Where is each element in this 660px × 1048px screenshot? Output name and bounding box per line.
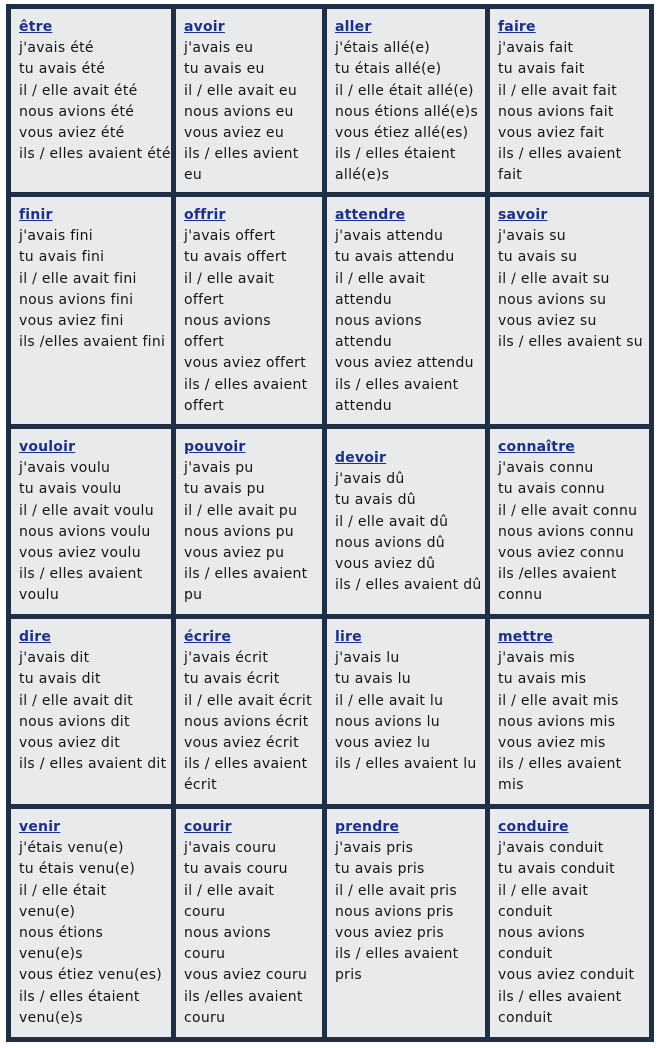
conjugation-line: nous avions su (498, 291, 607, 308)
conjugation-line: nous avions pu (184, 523, 294, 540)
conjugation-line: nous avions (335, 313, 422, 330)
verb-heading: être (19, 19, 53, 35)
conjugation-line: ils / elles avaient (498, 988, 622, 1005)
conjugation-line: tu avais pris (335, 861, 425, 878)
conjugation-line: vous aviez fait (498, 125, 605, 142)
conjugation-line: il / elle avait pu (184, 502, 298, 519)
conjugation-line: j'avais couru (184, 840, 277, 857)
verb-cell-faire (490, 9, 649, 192)
verb-heading: savoir (498, 207, 548, 223)
conjugation-line: j'avais connu (498, 460, 594, 477)
conjugation-line: ils /elles avaient (498, 566, 617, 583)
verb-cell-courir (176, 809, 322, 1037)
conjugation-line: j'avais eu (184, 40, 254, 57)
conjugation-line: il / elle avait su (498, 270, 610, 287)
conjugation-line: ils / elles avaient été (19, 146, 171, 163)
verb-cell-devoir (327, 429, 485, 614)
conjugation-line: j'avais attendu (335, 228, 444, 245)
conjugation-line: tu avais fini (19, 249, 105, 266)
verb-heading: devoir (335, 450, 387, 466)
conjugation-line: venu(e) (19, 903, 76, 920)
conjugation-line: j'étais allé(e) (335, 40, 431, 57)
conjugation-line: tu avais dit (19, 671, 101, 688)
conjugation-line: nous avions voulu (19, 523, 151, 540)
verb-cell-conduire (490, 809, 649, 1037)
conjugation-line: il / elle avait dit (19, 692, 134, 709)
verb-heading: vouloir (19, 439, 76, 455)
conjugation-line: ils / elles avaient (335, 946, 459, 963)
verb-heading: offrir (184, 207, 226, 223)
conjugation-line: mis (498, 777, 524, 794)
conjugation-line: tu avais attendu (335, 249, 455, 266)
conjugation-line: j'avais mis (498, 650, 575, 667)
verb-heading: écrire (184, 629, 232, 645)
conjugation-line: j'avais voulu (19, 460, 111, 477)
verb-heading: connaître (498, 439, 575, 455)
conjugation-line: venu(e)s (19, 946, 83, 963)
verb-cell-finir (11, 197, 171, 424)
verb-cell-lire (327, 619, 485, 804)
conjugation-line: fait (498, 167, 523, 184)
verb-cell-avoir (176, 9, 322, 192)
conjugation-line: il / elle avait lu (335, 692, 444, 709)
conjugation-line: eu (184, 167, 203, 184)
conjugation-line: allé(e)s (335, 167, 390, 184)
verb-cell-mettre (490, 619, 649, 804)
conjugation-line: ils / elles avaient (19, 566, 143, 583)
verb-cell-savoir (490, 197, 649, 424)
conjugation-line: conduit (498, 903, 553, 920)
conjugation-line: j'avais été (19, 40, 94, 57)
verb-heading: attendre (335, 207, 406, 223)
conjugation-line: j'avais pu (184, 460, 254, 477)
conjugation-line: tu avais mis (498, 671, 587, 688)
verb-cell-venir (11, 809, 171, 1037)
conjugation-line: j'avais dit (19, 650, 90, 667)
conjugation-line: ils / elles avaient (498, 756, 622, 773)
conjugation-line: vous aviez lu (335, 735, 431, 752)
conjugation-line: il / elle avait écrit (184, 692, 312, 709)
verb-heading: mettre (498, 629, 554, 645)
conjugation-table (6, 4, 654, 1042)
conjugation-line: tu avais conduit (498, 861, 615, 878)
conjugation-line: nous avions dit (19, 713, 130, 730)
conjugation-line: nous avions connu (498, 523, 634, 540)
conjugation-line: offert (184, 291, 225, 308)
conjugation-line: vous étiez allé(es) (335, 125, 469, 142)
conjugation-line: j'avais fini (19, 228, 93, 245)
conjugation-line: voulu (19, 587, 59, 604)
conjugation-line: il / elle avait (184, 882, 275, 899)
conjugation-line: nous étions allé(e)s (335, 103, 479, 120)
conjugation-line: vous aviez couru (184, 967, 308, 984)
conjugation-line: couru (184, 903, 226, 920)
conjugation-line: attendu (335, 397, 392, 414)
conjugation-line: il / elle avait (498, 882, 589, 899)
verb-cell-attendre (327, 197, 485, 424)
conjugation-line: attendu (335, 334, 392, 351)
conjugation-line: il / elle avait pris (335, 882, 457, 899)
conjugation-line: j'avais écrit (184, 650, 269, 667)
verb-heading: finir (19, 207, 53, 223)
verb-heading: prendre (335, 819, 400, 835)
conjugation-line: il / elle avait connu (498, 502, 638, 519)
conjugation-line: ils /elles avaient (184, 988, 303, 1005)
conjugation-line: nous avions été (19, 103, 135, 120)
conjugation-line: j'étais venu(e) (19, 840, 124, 857)
verb-heading: lire (335, 629, 362, 645)
conjugation-line: vous aviez su (498, 313, 597, 330)
conjugation-line: j'avais fait (498, 40, 574, 57)
conjugation-line: il / elle avait mis (498, 692, 619, 709)
conjugation-line: ils / elles étaient (335, 146, 456, 163)
conjugation-line: il / elle avait voulu (19, 502, 154, 519)
verb-cell-connaitre (490, 429, 649, 614)
conjugation-line: il / elle avait été (19, 82, 138, 99)
conjugation-line: ils / elles avaient (498, 146, 622, 163)
conjugation-line: ils / elles avaient (184, 566, 308, 583)
conjugation-line: tu avais eu (184, 61, 265, 78)
conjugation-line: ils / elles avaient (335, 376, 459, 393)
conjugation-line: nous avions dû (335, 534, 445, 551)
conjugation-line: pu (184, 587, 203, 604)
conjugation-line: ils / elles avaient (184, 756, 308, 773)
conjugation-line: j'avais dû (335, 471, 405, 488)
conjugation-line: j'avais pris (335, 840, 414, 857)
conjugation-line: nous avions fait (498, 103, 614, 120)
verb-cell-offrir (176, 197, 322, 424)
conjugation-line: tu avais offert (184, 249, 287, 266)
conjugation-line: il / elle avait fait (498, 82, 618, 99)
conjugation-line: tu avais fait (498, 61, 585, 78)
conjugation-line: vous aviez offert (184, 355, 307, 372)
verb-heading: pouvoir (184, 439, 246, 455)
verb-cell-dire (11, 619, 171, 804)
conjugation-line: pris (335, 967, 363, 984)
verb-cell-etre (11, 9, 171, 192)
conjugation-line: tu avais dû (335, 492, 416, 509)
conjugation-line: ils / elles étaient (19, 988, 140, 1005)
conjugation-line: il / elle avait eu (184, 82, 298, 99)
conjugation-line: nous avions pris (335, 903, 454, 920)
conjugation-line: vous aviez écrit (184, 735, 299, 752)
conjugation-line: ils / elles avaient dû (335, 577, 482, 594)
conjugation-line: vous aviez conduit (498, 967, 635, 984)
conjugation-line: tu avais pu (184, 481, 265, 498)
verb-cell-ecrire (176, 619, 322, 804)
conjugation-line: nous avions lu (335, 713, 440, 730)
conjugation-line: tu avais su (498, 249, 578, 266)
verb-cell-prendre (327, 809, 485, 1037)
verb-cell-vouloir (11, 429, 171, 614)
conjugation-line: vous aviez eu (184, 125, 285, 142)
conjugation-line: conduit (498, 1009, 553, 1026)
conjugation-line: j'avais offert (184, 228, 276, 245)
conjugation-line: offert (184, 334, 225, 351)
conjugation-line: ils / elles avient (184, 146, 299, 163)
verb-heading: avoir (184, 19, 225, 35)
conjugation-line: tu étais venu(e) (19, 861, 136, 878)
conjugation-line: il / elle avait (335, 270, 426, 287)
conjugation-line: venu(e)s (19, 1009, 83, 1026)
conjugation-line: offert (184, 397, 225, 414)
conjugation-line: vous aviez pu (184, 545, 285, 562)
conjugation-line: tu avais couru (184, 861, 288, 878)
conjugation-line: écrit (184, 777, 217, 794)
conjugation-line: vous aviez mis (498, 735, 606, 752)
conjugation-line: nous avions (498, 925, 585, 942)
conjugation-line: tu étais allé(e) (335, 61, 442, 78)
conjugation-line: il / elle avait fini (19, 270, 137, 287)
conjugation-line: nous avions eu (184, 103, 294, 120)
conjugation-line: j'avais conduit (498, 840, 604, 857)
verb-cell-aller (327, 9, 485, 192)
conjugation-line: vous aviez dû (335, 556, 436, 573)
conjugation-line: il / elle était allé(e) (335, 82, 474, 99)
conjugation-line: tu avais lu (335, 671, 411, 688)
verb-heading: aller (335, 19, 372, 35)
verb-heading: venir (19, 819, 61, 835)
conjugation-line: nous avions (184, 313, 271, 330)
conjugation-line: vous aviez pris (335, 925, 444, 942)
conjugation-line: nous avions fini (19, 291, 134, 308)
verb-heading: conduire (498, 819, 569, 835)
conjugation-line: vous aviez dit (19, 735, 121, 752)
conjugation-line: attendu (335, 291, 392, 308)
conjugation-line: ils / elles avaient (184, 376, 308, 393)
conjugation-line: tu avais connu (498, 481, 605, 498)
verb-heading: dire (19, 629, 52, 645)
conjugation-line: vous aviez fini (19, 313, 124, 330)
conjugation-line: il / elle avait dû (335, 513, 449, 530)
conjugation-line: tu avais été (19, 61, 106, 78)
conjugation-line: nous étions (19, 925, 104, 942)
conjugation-line: il / elle avait (184, 270, 275, 287)
conjugation-line: vous aviez voulu (19, 545, 141, 562)
conjugation-line: couru (184, 1009, 226, 1026)
conjugation-line: tu avais voulu (19, 481, 122, 498)
conjugation-line: ils / elles avaient dit (19, 756, 167, 773)
conjugation-line: tu avais écrit (184, 671, 280, 688)
conjugation-line: j'avais lu (335, 650, 400, 667)
conjugation-line: ils / elles avaient su (498, 334, 643, 351)
conjugation-line: nous avions mis (498, 713, 616, 730)
conjugation-line: couru (184, 946, 226, 963)
conjugation-line: il / elle était (19, 882, 107, 899)
conjugation-line: ils /elles avaient fini (19, 334, 166, 351)
verb-cell-pouvoir (176, 429, 322, 614)
conjugation-line: connu (498, 587, 543, 604)
conjugation-line: ils / elles avaient lu (335, 756, 477, 773)
conjugation-line: nous avions écrit (184, 713, 309, 730)
conjugation-line: nous avions (184, 925, 271, 942)
conjugation-line: j'avais su (498, 228, 566, 245)
conjugation-line: vous aviez été (19, 125, 125, 142)
conjugation-line: vous aviez attendu (335, 355, 474, 372)
conjugation-line: vous aviez connu (498, 545, 625, 562)
verb-heading: courir (184, 819, 232, 835)
verb-heading: faire (498, 19, 536, 35)
conjugation-line: vous étiez venu(es) (19, 967, 163, 984)
conjugation-line: conduit (498, 946, 553, 963)
